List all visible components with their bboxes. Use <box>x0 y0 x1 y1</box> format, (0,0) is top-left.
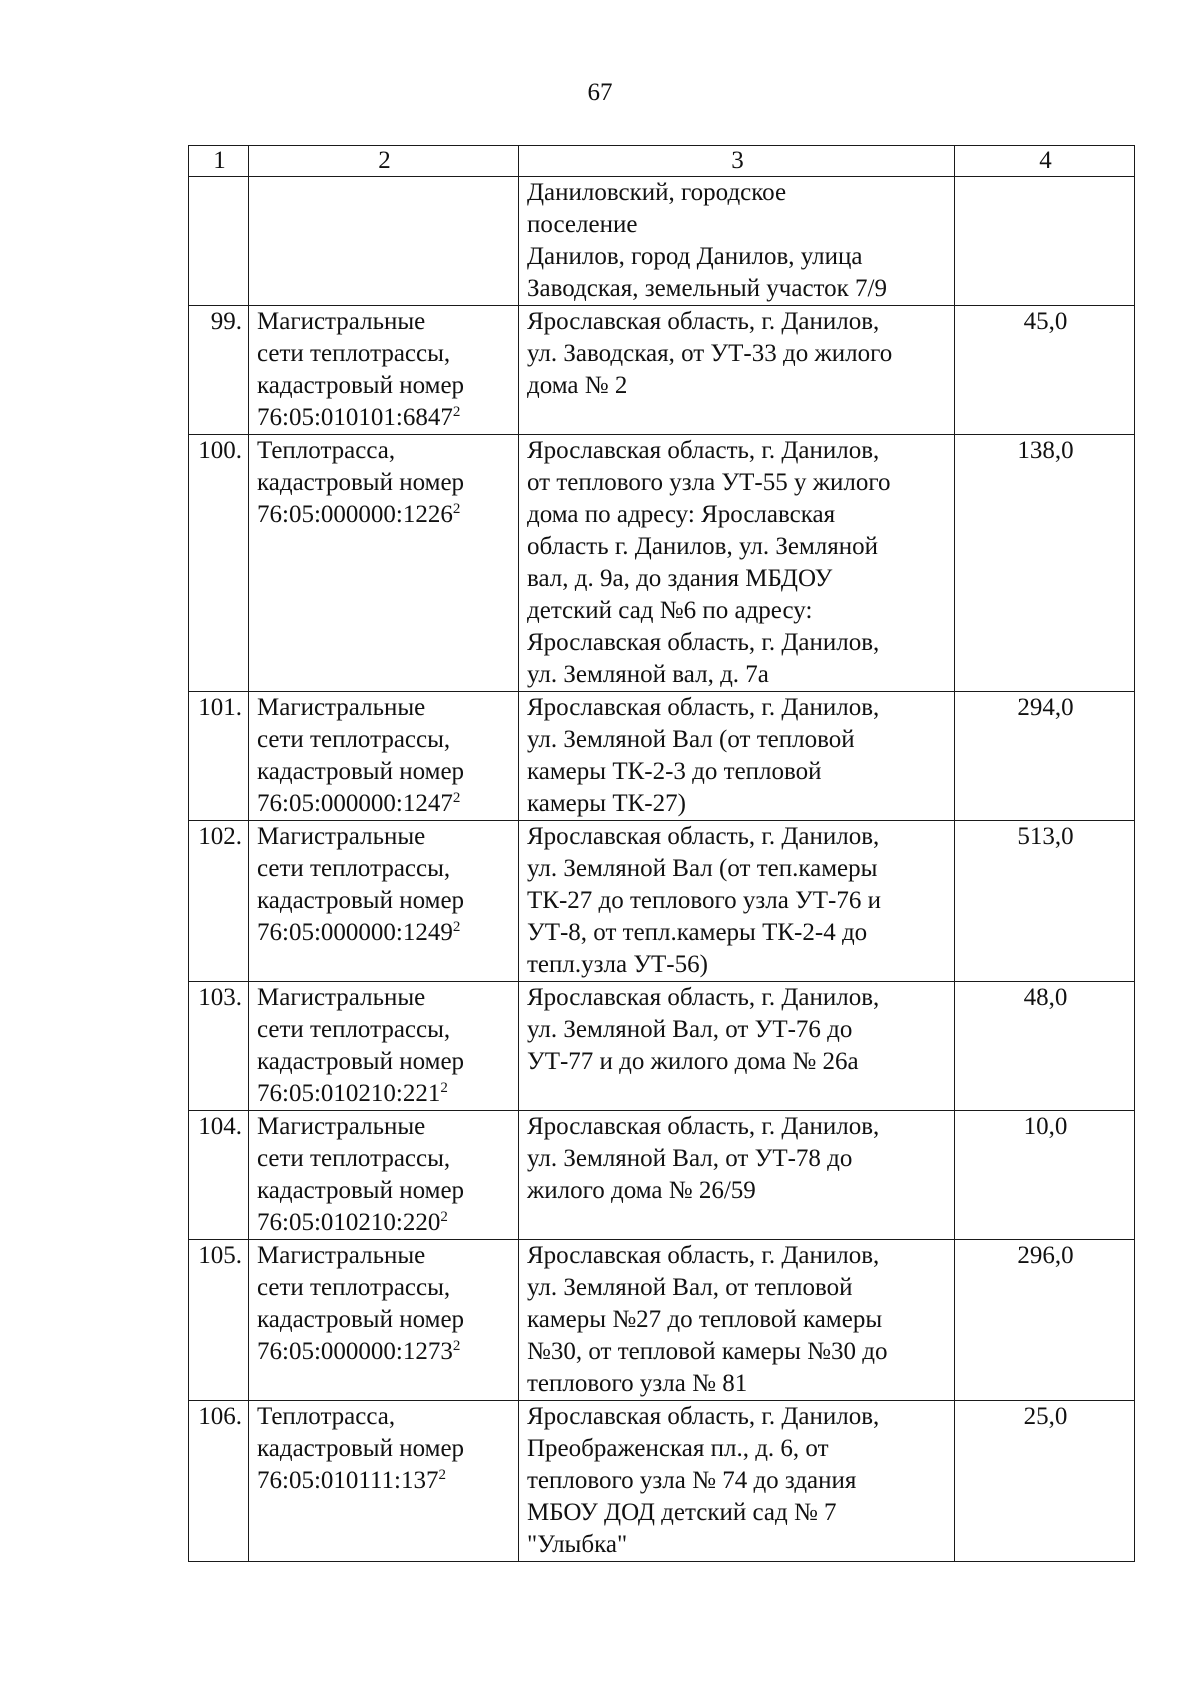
object-name-line: Магистральные <box>257 308 426 335</box>
column-header-2: 2 <box>249 146 519 177</box>
address-line: Ярославская область, г. Данилов, <box>527 1113 880 1140</box>
row-number-cell: 101. <box>189 692 249 821</box>
address-line: ул. Земляной Вал, от УТ-76 до <box>527 1016 853 1043</box>
address-line: Заводская, земельный участок 7/9 <box>527 275 887 302</box>
address-line: Ярославская область, г. Данилов, <box>527 823 880 850</box>
length-cell: 25,0 <box>955 1401 1135 1562</box>
length-cell: 513,0 <box>955 821 1135 982</box>
length-cell: 10,0 <box>955 1111 1135 1240</box>
row-number-cell <box>189 177 249 306</box>
length-cell: 296,0 <box>955 1240 1135 1401</box>
address-line: камеры №27 до тепловой камеры <box>527 1306 883 1333</box>
register-table <box>188 145 1135 1562</box>
length-cell <box>955 177 1135 306</box>
address-cell <box>519 692 955 821</box>
object-name-line: Магистральные <box>257 984 426 1011</box>
address-line: дома по адресу: Ярославская <box>527 501 836 528</box>
row-number-cell: 102. <box>189 821 249 982</box>
object-name-cell <box>249 692 519 821</box>
footnote-marker: 2 <box>440 1080 448 1096</box>
object-name-cell <box>249 1240 519 1401</box>
address-cell <box>519 435 955 692</box>
column-header-3: 3 <box>519 146 955 177</box>
address-cell <box>519 1111 955 1240</box>
length-cell: 48,0 <box>955 982 1135 1111</box>
object-name-cell <box>249 1401 519 1562</box>
table-row <box>189 821 1135 982</box>
address-cell <box>519 306 955 435</box>
cadastral-number: 76:05:000000:1226 <box>257 501 453 528</box>
cadastral-number-line <box>257 402 512 434</box>
object-name-line: сети теплотрассы, <box>257 340 451 367</box>
address-line: вал, д. 9а, до здания МБДОУ <box>527 565 833 592</box>
address-line: дома № 2 <box>527 372 628 399</box>
address-line: от теплового узла УТ-55 у жилого <box>527 469 891 496</box>
object-name-cell <box>249 435 519 692</box>
cadastral-number: 76:05:010101:6847 <box>257 404 453 431</box>
cadastral-number: 76:05:010210:220 <box>257 1209 441 1236</box>
row-number-cell: 99. <box>189 306 249 435</box>
address-line: поселение <box>527 211 638 238</box>
table-row <box>189 306 1135 435</box>
column-header-1: 1 <box>189 146 249 177</box>
cadastral-number: 76:05:000000:1247 <box>257 790 453 817</box>
address-cell <box>519 1401 955 1562</box>
table-row <box>189 982 1135 1111</box>
object-name-line: Магистральные <box>257 823 426 850</box>
object-name-line: сети теплотрассы, <box>257 726 451 753</box>
object-name-line: Теплотрасса, <box>257 1403 396 1430</box>
address-line: УТ-77 и до жилого дома № 26а <box>527 1048 859 1075</box>
object-name-line: кадастровый номер <box>257 1048 465 1075</box>
object-name-line: кадастровый номер <box>257 372 465 399</box>
cadastral-number-line <box>257 917 512 949</box>
address-line: Преображенская пл., д. 6, от <box>527 1435 829 1462</box>
object-name-cell <box>249 1111 519 1240</box>
table-row <box>189 692 1135 821</box>
address-cell <box>519 177 955 306</box>
cadastral-number-line <box>257 788 512 820</box>
length-cell: 294,0 <box>955 692 1135 821</box>
address-line: Ярославская область, г. Данилов, <box>527 1242 880 1269</box>
cadastral-number-line <box>257 499 512 531</box>
footnote-marker: 2 <box>452 404 461 420</box>
row-number-cell: 104. <box>189 1111 249 1240</box>
object-name-line: сети теплотрассы, <box>257 1274 451 1301</box>
address-cell <box>519 1240 955 1401</box>
address-line: УТ-8, от тепл.камеры ТК-2-4 до <box>527 919 868 946</box>
column-header-4: 4 <box>955 146 1135 177</box>
address-line: Ярославская область, г. Данилов, <box>527 437 880 464</box>
footnote-marker: 2 <box>438 1467 446 1483</box>
length-cell: 45,0 <box>955 306 1135 435</box>
object-name-cell <box>249 306 519 435</box>
row-number-cell: 103. <box>189 982 249 1111</box>
address-line: ул. Земляной Вал, от тепловой <box>527 1274 853 1301</box>
column-header-row <box>189 146 1135 177</box>
address-line: Ярославская область, г. Данилов, <box>527 308 880 335</box>
address-line: Даниловский, городское <box>527 179 787 206</box>
address-line: детский сад №6 по адресу: <box>527 597 813 624</box>
address-line: Ярославская область, г. Данилов, <box>527 984 880 1011</box>
continuation-row <box>189 177 1135 306</box>
address-line: Ярославская область, г. Данилов, <box>527 1403 880 1430</box>
cadastral-number-line <box>257 1465 512 1497</box>
object-name-line: сети теплотрассы, <box>257 1016 451 1043</box>
object-name-cell <box>249 177 519 306</box>
cadastral-number: 76:05:000000:1273 <box>257 1338 453 1365</box>
footnote-marker: 2 <box>452 1338 461 1354</box>
row-number-cell: 105. <box>189 1240 249 1401</box>
object-name-line: Магистральные <box>257 694 426 721</box>
object-name-line: кадастровый номер <box>257 758 465 785</box>
cadastral-number: 76:05:010111:137 <box>257 1467 439 1494</box>
object-name-line: сети теплотрассы, <box>257 1145 451 1172</box>
address-line: теплового узла № 74 до здания <box>527 1467 857 1494</box>
register-body <box>189 177 1135 1562</box>
address-line: Ярославская область, г. Данилов, <box>527 629 880 656</box>
length-cell: 138,0 <box>955 435 1135 692</box>
address-line: "Улыбка" <box>527 1531 628 1558</box>
address-line: №30, от тепловой камеры №30 до <box>527 1338 888 1365</box>
cadastral-number-line <box>257 1207 512 1239</box>
footnote-marker: 2 <box>452 790 461 806</box>
row-number-cell: 106. <box>189 1401 249 1562</box>
row-number-cell: 100. <box>189 435 249 692</box>
address-line: ул. Земляной Вал, от УТ-78 до <box>527 1145 853 1172</box>
address-line: камеры ТК-2-3 до тепловой <box>527 758 822 785</box>
cadastral-number-line <box>257 1336 512 1368</box>
address-line: ул. Земляной Вал (от тепловой <box>527 726 855 753</box>
table-row <box>189 435 1135 692</box>
object-name-line: кадастровый номер <box>257 1435 465 1462</box>
cadastral-number-line <box>257 1078 512 1110</box>
address-line: Ярославская область, г. Данилов, <box>527 694 880 721</box>
object-name-cell <box>249 982 519 1111</box>
object-name-line: Магистральные <box>257 1113 426 1140</box>
address-line: Данилов, город Данилов, улица <box>527 243 863 270</box>
footnote-marker: 2 <box>440 1209 448 1225</box>
address-line: теплового узла № 81 <box>527 1370 748 1397</box>
address-cell <box>519 982 955 1111</box>
object-name-line: кадастровый номер <box>257 887 465 914</box>
table-row <box>189 1401 1135 1562</box>
address-line: ул. Заводская, от УТ-33 до жилого <box>527 340 893 367</box>
object-name-line: кадастровый номер <box>257 1306 465 1333</box>
object-name-line: Теплотрасса, <box>257 437 396 464</box>
address-line: область г. Данилов, ул. Земляной <box>527 533 879 560</box>
address-line: тепл.узла УТ-56) <box>527 951 708 978</box>
page-number: 67 <box>587 79 613 106</box>
object-name-line: кадастровый номер <box>257 1177 465 1204</box>
address-line: ул. Земляной Вал (от теп.камеры <box>527 855 878 882</box>
object-name-line: Магистральные <box>257 1242 426 1269</box>
object-name-line: сети теплотрассы, <box>257 855 451 882</box>
address-line: камеры ТК-27) <box>527 790 686 817</box>
address-line: ТК-27 до теплового узла УТ-76 и <box>527 887 882 914</box>
address-line: жилого дома № 26/59 <box>527 1177 756 1204</box>
cadastral-number: 76:05:000000:1249 <box>257 919 453 946</box>
address-line: МБОУ ДОД детский сад № 7 <box>527 1499 837 1526</box>
object-name-line: кадастровый номер <box>257 469 465 496</box>
address-cell <box>519 821 955 982</box>
footnote-marker: 2 <box>452 919 461 935</box>
table-row <box>189 1111 1135 1240</box>
cadastral-number: 76:05:010210:221 <box>257 1080 441 1107</box>
footnote-marker: 2 <box>452 501 461 517</box>
address-line: ул. Земляной вал, д. 7а <box>527 661 769 688</box>
table-row <box>189 1240 1135 1401</box>
object-name-cell <box>249 821 519 982</box>
